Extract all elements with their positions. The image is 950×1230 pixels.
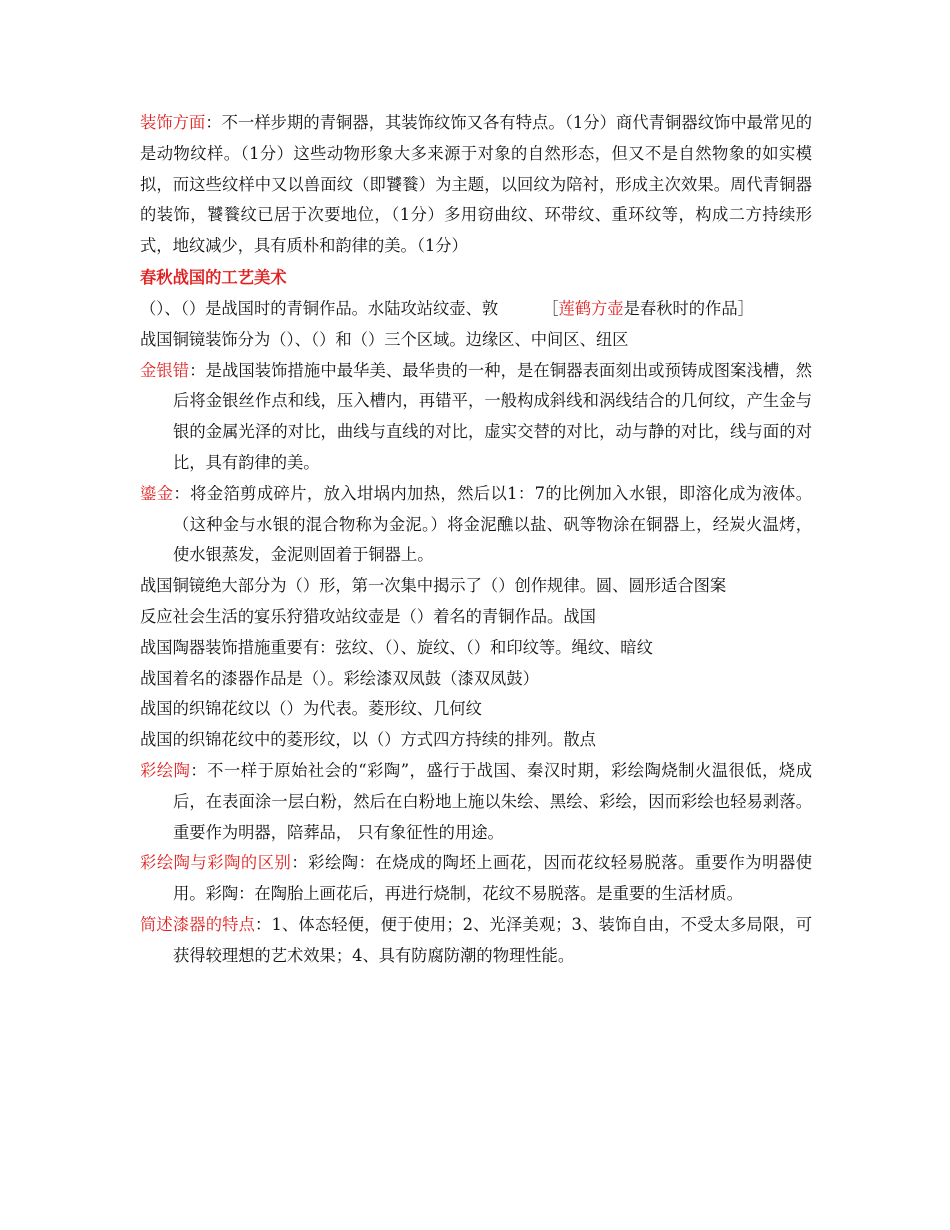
pottery-difference-paragraph (140, 848, 812, 910)
question-mirror-shape: 战国铜镜绝大部分为（）形，第一次集中揭示了（）创作规律。圆、圆形适合图案 (140, 576, 727, 596)
question-bronze-text: （）、（）是战国时的青铜作品。水陆攻站纹壶、敦 (140, 298, 499, 318)
painted-pottery-text: ：不一样于原始社会的“彩陶”，盛行于战国、秦汉时期，彩绘陶烧制火温很低，烧成后，在表面涂一层白粉，然后在白粉地上施以朱绘、黑绘、彩绘，因而彩绘也轻易剥落。重要作为明器，陪葬品， 只有象征性的用途。 (173, 760, 812, 842)
document-page (140, 108, 812, 972)
section-heading: 春秋战国的工艺美术 (140, 267, 287, 287)
term-gold-silver-inlay: 金银错 (140, 360, 190, 380)
term-lotus-crane-pot: 莲鹤方壶 (558, 298, 624, 318)
gilding-paragraph (140, 479, 812, 571)
term-lacquer-features: 简述漆器的特点 (140, 914, 256, 934)
gilding-text: ：将金箔剪成碎片，放入坩埚内加热，然后以1：7的比例加入水银，即溶化成为液体。（这种金与水银的混合物称为金泥。）将金泥醮以盐、矾等物涂在铜器上，经炭火温烤，使水银蒸发，金泥则固着于铜器上。 (173, 483, 812, 565)
question-bronze-rest: 是春秋时的作品］ (623, 298, 754, 318)
decoration-paragraph (140, 108, 812, 262)
question-hunting-pot: 反应社会生活的宴乐狩猎攻站纹壶是（）着名的青铜作品。战国 (140, 606, 596, 626)
term-painted-pottery: 彩绘陶 (140, 760, 191, 780)
painted-pottery-paragraph (140, 756, 812, 848)
question-brocade-pattern: 战国的织锦花纹以（）为代表。菱形纹、几何纹 (140, 699, 482, 719)
question-brocade-arrangement: 战国的织锦花纹中的菱形纹，以（）方式四方持续的排列。散点 (140, 730, 596, 750)
term-gilding: 鎏金 (140, 483, 174, 503)
bracket-open: ［ (542, 298, 559, 318)
question-lacquer-work: 战国着名的漆器作品是（）。彩绘漆双凤鼓（漆双凤鼓） (140, 668, 539, 688)
question-mirror-zones: 战国铜镜装饰分为（）、（）和（）三个区域。边缘区、中间区、纽区 (140, 329, 629, 349)
lacquer-features-paragraph (140, 910, 812, 972)
gold-silver-inlay-text: ：是战国装饰措施中最华美、最华贵的一种，是在铜器表面刻出或预铸成图案浅槽，然后将金银丝作点和线，压入槽内，再错平，一般构成斜线和涡线结合的几何纹，产生金与银的金属光泽的对比，曲线与直线的对比，虚实交替的对比，动与静的对比，线与面的对比，具有韵律的美。 (173, 360, 812, 472)
term-decoration: 装饰方面 (140, 113, 206, 132)
decoration-text: ：不一样步期的青铜器，其装饰纹饰又各有特点。（1分）商代青铜器纹饰中最常见的是动物纹样。（1分）这些动物形象大多来源于对象的自然形态，但又不是自然物象的如实模拟，而这些纹样中又以兽面纹（即饕餮）为主题，以回纹为陪衬，形成主次效果。周代青铜器的装饰，饕餮纹已居于次要地位，（1分）多用窃曲纹、环带纹、重环纹等，构成二方持续形式，地纹减少，具有质朴和韵律的美。（1分） (140, 113, 812, 256)
pottery-difference-text: ：彩绘陶：在烧成的陶坯上画花，因而花纹轻易脱落。重要作为明器使用。彩陶：在陶胎上画花后，再进行烧制，花纹不易脱落。是重要的生活材质。 (173, 853, 812, 904)
gold-silver-inlay-paragraph (140, 356, 812, 479)
term-pottery-difference: 彩绘陶与彩陶的区别 (140, 853, 292, 873)
lacquer-features-text: ：1、体态轻便，便于使用；2、光泽美观；3、装饰自由，不受太多局限，可获得较理想的艺术效果；4、具有防腐防潮的物理性能。 (173, 914, 812, 965)
question-bronze-works (140, 294, 812, 325)
question-pottery-decoration: 战国陶器装饰措施重要有：弦纹、（）、旋纹、（）和印纹等。绳纹、暗纹 (140, 637, 653, 657)
